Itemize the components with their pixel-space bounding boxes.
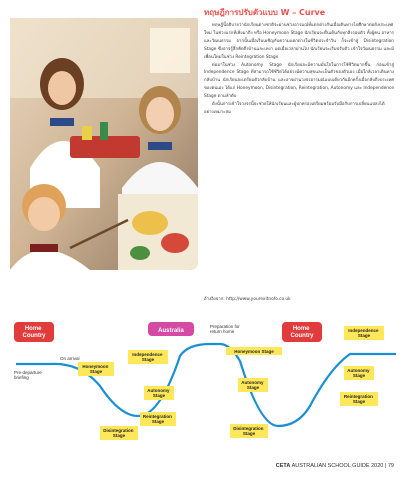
independence-2-line2: Stage [357, 333, 371, 338]
australia-label: Australia [158, 328, 184, 334]
independence-2-line1: Independence [348, 328, 379, 333]
on-arrival-label: On arrival [60, 356, 80, 361]
independence-stage-2 [344, 326, 384, 340]
autonomy-1-line1: Autonomy [147, 388, 170, 393]
autonomy-stage-1 [144, 386, 174, 400]
disintegration-stage-1 [100, 426, 138, 440]
home-country-box-right [282, 322, 322, 342]
honeymoon-1-line1: Honeymoon [82, 364, 109, 369]
paragraph: ต่อมาในช่วง Autonomy Stage นักเรียนจะมีความมั่นใจในการใช้ชีวิตมากขึ้น ก่อนเข้าสู่ Independence Stage ที่สามารถใช้ชีวิตได้อย่างมีความสุขและเป็นตัวของตัวเอง เมื่อใกล้เวลาเดินทางกลับบ้าน นักเรียนจะเตรียมตัวกลับบ้าน และอาจผ่านวงจรอารมณ์แบบเดียวกันอีกครั้งเมื่อกลับถึงประเทศของตนเอง ได้แก่ Honeymoon, Disintegration, Reintegration, Autonomy และ Independence Stage ตามลำดับ [204, 62, 394, 100]
autonomy-stage-3 [344, 366, 374, 380]
autonomy-3-line1: Autonomy [347, 368, 370, 373]
home-country-left-line1: Home [24, 326, 42, 332]
honeymoon-2-label: Honeymoon Stage [234, 349, 274, 354]
reintegration-stage-1 [140, 412, 176, 426]
reintegration-1-line2: Stage [151, 419, 165, 424]
independence-1-line2: Stage [141, 357, 155, 362]
home-country-left-label [23, 326, 47, 339]
disintegration-stage-2 [230, 424, 268, 438]
autonomy-3-line2: Stage [352, 373, 366, 378]
disintegration-1-line1: Disintegration [103, 428, 134, 433]
pre-departure-line1: Pre-departure [14, 370, 42, 375]
reintegration-1-line1: Reintegration [142, 414, 172, 419]
students-photo-illustration [10, 18, 198, 270]
article-title: ทฤษฎีการปรับตัวแบบ W – Curve [204, 8, 326, 17]
page-number: 79 [387, 463, 394, 469]
pre-departure-label [14, 370, 43, 380]
preparation-line2: return home [210, 329, 235, 334]
footer-guide: AUSTRALIAN SCHOOL GUIDE 2020 [291, 463, 384, 469]
disintegration-2-line1: Disintegration [233, 426, 264, 431]
autonomy-stage-2 [238, 378, 268, 392]
article-body [204, 22, 394, 117]
source-link[interactable]: อ้างอิงจาก: http://www.yourexitnofo.co.uk [204, 297, 291, 302]
honeymoon-1-line2: Stage [89, 369, 103, 374]
page-footer: CETA AUSTRALIAN SCHOOL GUIDE 2020 | 79 [275, 463, 394, 469]
home-country-right-label [291, 326, 315, 339]
honeymoon-stage-1 [78, 362, 114, 376]
paragraph: ทฤษฎีนี้อธิบายว่านักเรียนต่างชาติจะผ่านช่วงอารมณ์ที่แตกต่างกันเมื่อเดินทางไปศึกษาต่อยังประเทศใหม่ ในช่วงแรกที่เพิ่งมาถึง หรือ Honeymoon Stage นักเรียนจะตื่นเต้นกับทุกสิ่งรอบตัว ทั้งผู้คน อาหาร และวัฒนธรรม จากนั้นเมื่อเริ่มเผชิญกับความแตกต่างในชีวิตประจำวัน ก็จะเข้าสู่ Disintegration Stage ซึ่งอาจรู้สึกคิดถึงบ้านและเหงา แต่เมื่อเวลาผ่านไป นักเรียนจะเริ่มปรับตัว เข้าใจวัฒนธรรม และมีเพื่อนใหม่ในช่วง Reintegration Stage [204, 23, 394, 60]
reintegration-2-line2: Stage [352, 399, 366, 404]
home-country-box-left [14, 322, 54, 342]
independence-stage-1 [128, 350, 168, 364]
paragraph: ดังนั้นการเข้าใจวงจรนี้จะช่วยให้นักเรียนและผู้ปกครองเตรียมพร้อมรับมือกับการเปลี่ยนแปลงได้อย่างเหมาะสม [204, 102, 385, 115]
reintegration-2-line1: Reintegration [343, 394, 373, 399]
pre-departure-line2: briefing [14, 375, 29, 380]
reintegration-stage-2 [340, 392, 378, 406]
home-country-right-line2: Country [290, 333, 314, 339]
preparation-line1: Preparation for [210, 324, 240, 329]
w-curve-diagram [10, 316, 396, 456]
honeymoon-stage-2 [226, 347, 282, 355]
disintegration-2-line2: Stage [242, 431, 256, 436]
independence-1-line1: Independence [132, 352, 163, 357]
home-country-right-line1: Home [292, 326, 310, 332]
footer-brand: CETA [275, 463, 291, 469]
autonomy-2-line1: Autonomy [241, 380, 264, 385]
home-country-left-line2: Country [22, 333, 46, 339]
disintegration-1-line2: Stage [112, 433, 126, 438]
preparation-label [210, 324, 241, 334]
autonomy-1-line2: Stage [152, 393, 166, 398]
students-photo [10, 18, 198, 270]
autonomy-2-line2: Stage [246, 385, 260, 390]
